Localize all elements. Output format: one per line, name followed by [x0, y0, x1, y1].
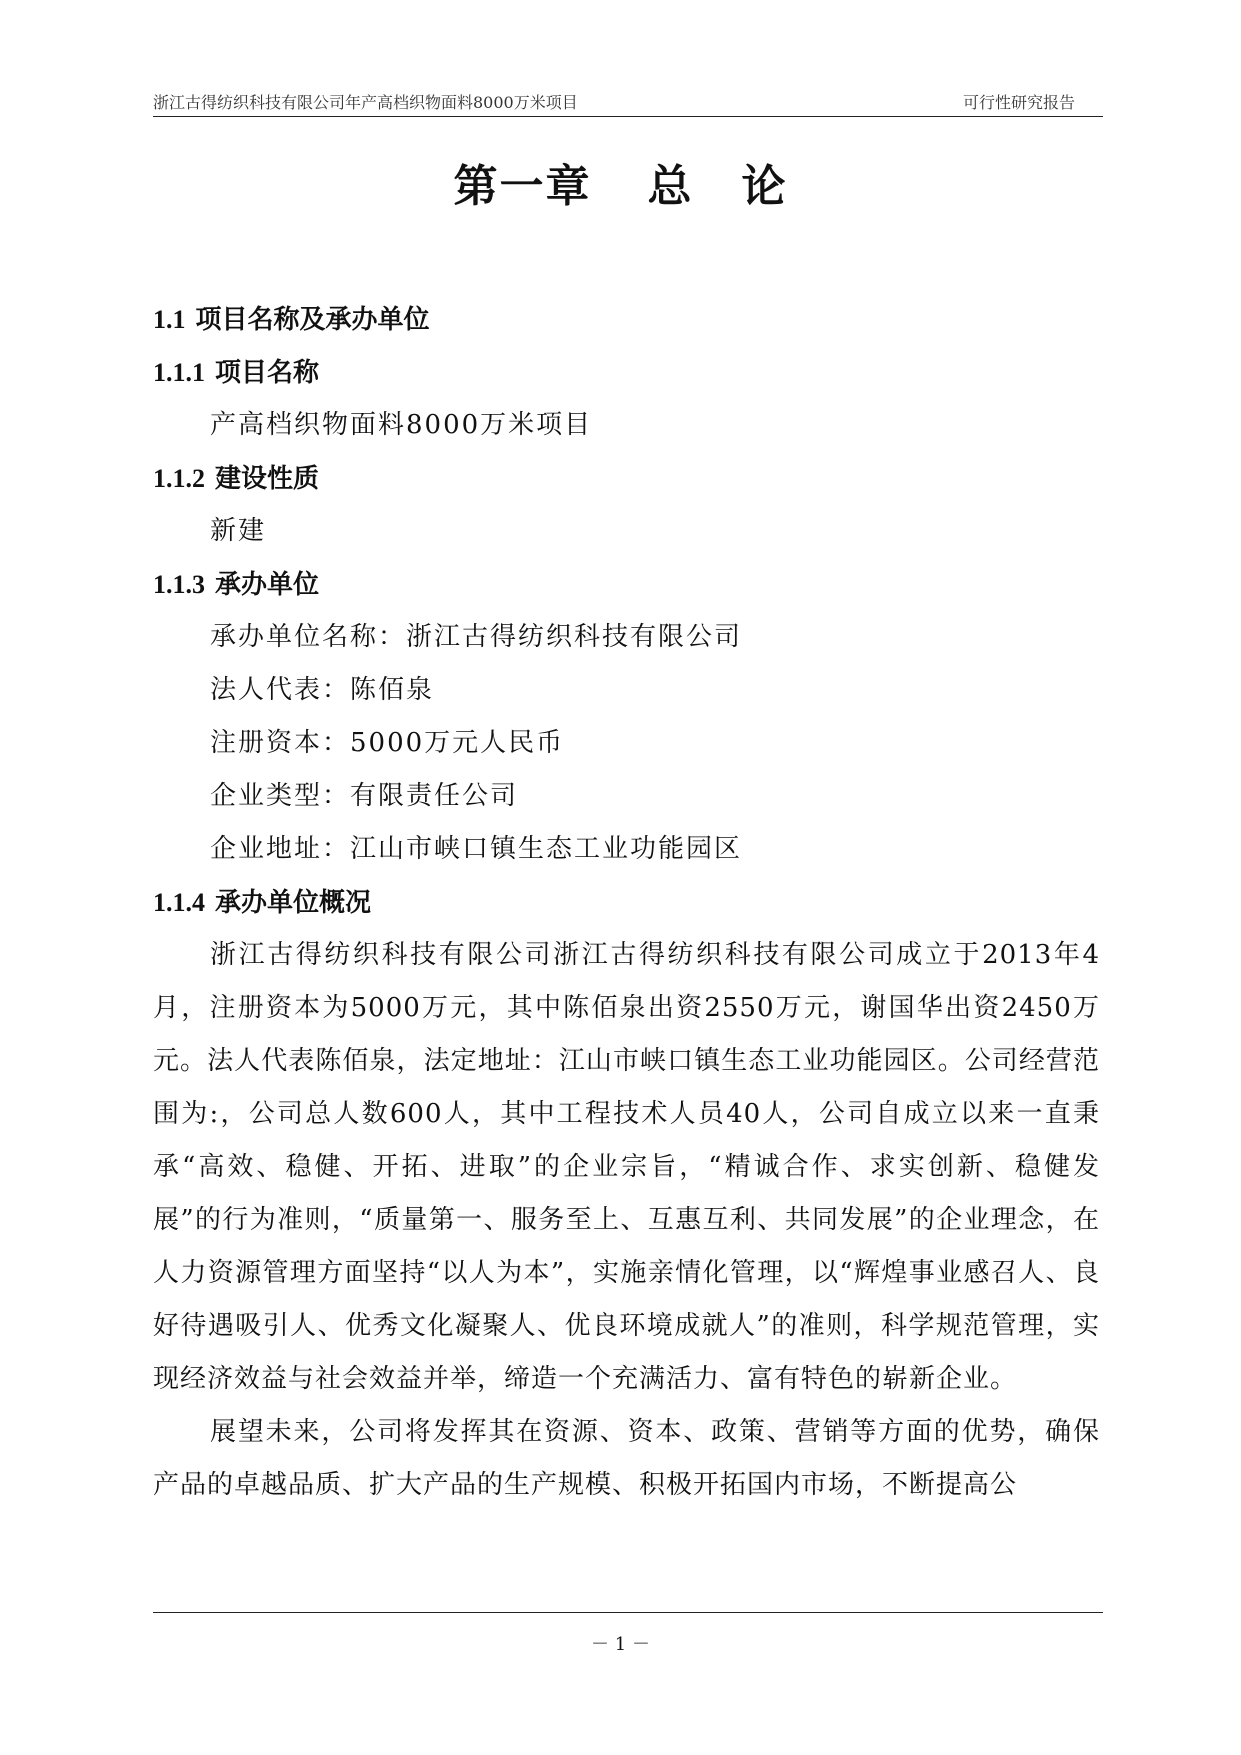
header-title: 浙江古得纺织科技有限公司年产高档织物面料8000万米项目 — [153, 93, 578, 112]
project-name-text: 产高档织物面料8000万米项目 — [210, 410, 593, 440]
company-address: 企业地址：江山市峡口镇生态工业功能园区 — [210, 834, 743, 864]
outlook-paragraph: 展望未来，公司将发挥其在资源、资本、政策、营销等方面的优势，确保产品的卓越品质、扩大产品的生产规模、积极开拓国内市场，不断提高公 — [153, 1417, 1100, 1500]
page-number: － 1 － — [591, 1634, 650, 1655]
organizer-name: 承办单位名称：浙江古得纺织科技有限公司 — [210, 622, 743, 652]
section-heading-1-1-2: 1.1.2 建设性质 — [153, 464, 320, 494]
section-heading-1-1-1: 1.1.1 项目名称 — [153, 358, 320, 388]
section-heading-1-1-4: 1.1.4 承办单位概况 — [153, 888, 372, 918]
chapter-number: 第一章 — [453, 161, 592, 212]
chapter-title — [0, 150, 1241, 214]
registered-capital: 注册资本：5000万元人民币 — [210, 728, 565, 758]
page-header — [153, 86, 1103, 117]
section-heading-1-1-3: 1.1.3 承办单位 — [153, 570, 320, 600]
footer-divider — [153, 1612, 1103, 1613]
chapter-word-2: 论 — [741, 161, 788, 212]
header-report-type: 可行性研究报告 — [962, 93, 1075, 112]
chapter-word-1: 总 — [647, 161, 694, 212]
company-type: 企业类型：有限责任公司 — [210, 781, 519, 811]
legal-representative: 法人代表：陈佰泉 — [210, 675, 435, 705]
overview-paragraph: 浙江古得纺织科技有限公司浙江古得纺织科技有限公司成立于2013年4月，注册资本为5000万元，其中陈佰泉出资2550万元，谢国华出资2450万元。法人代表陈佰泉，法定地址：江山市峡口镇生态工业功能园区。公司经营范围为:，公司总人数600人，其中工程技术人员40人，公司自成立以来一直秉承“高效、稳健、开拓、进取”的企业宗旨，“精诚合作、求实创新、稳健发展”的行为准则，“质量第一、服务至上、互惠互利、共同发展”的企业理念，在人力资源管理方面坚持“以人为本”，实施亲情化管理，以“辉煌事业感召人、良好待遇吸引人、优秀文化凝聚人、优良环境成就人”的准则，科学规范管理，实现经济效益与社会效益并举，缔造一个充满活力、富有特色的崭新企业。 — [153, 940, 1100, 1394]
section-heading-1-1: 1.1 项目名称及承办单位 — [153, 305, 430, 335]
construction-nature-text: 新建 — [210, 516, 267, 546]
document-body — [153, 293, 1100, 1512]
